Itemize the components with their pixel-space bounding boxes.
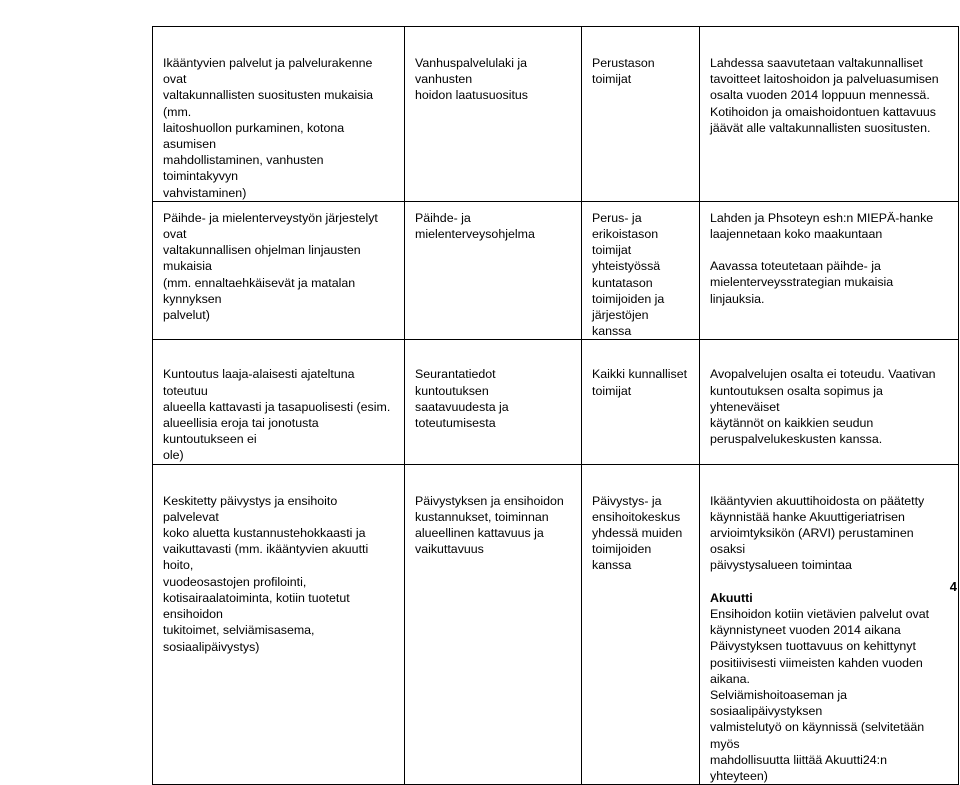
cell-text-line: mahdollistaminen, vanhusten toimintakyvyn (163, 153, 327, 184)
cell-text-line: (mm. ennaltaehkäisevät ja matalan kynnyksen (163, 275, 359, 306)
status-paragraph (710, 210, 948, 242)
cell-text-line: toimijat (592, 383, 632, 398)
cell-text-line: alueellinen kattavuus ja (415, 526, 544, 541)
cell-text-line: vahvistaminen) (163, 185, 247, 200)
cell-text-line: Ensihoidon kotiin vietävien palvelut ovat (710, 606, 930, 621)
cell-text-line: käynnistää hanke Akuuttigeriatrisen (710, 509, 905, 524)
cell-text-line: Kotihoidon ja omaishoidontuen kattavuus (710, 104, 936, 119)
status-subheading: Akuutti (710, 590, 753, 605)
indicator-cell (405, 340, 582, 464)
actor-cell (582, 201, 700, 340)
cell-text-line: Kuntoutus laaja-alaisesti ajateltuna toteutuu (163, 367, 358, 398)
cell-text-line: toimijoiden ja (592, 291, 665, 306)
page-number: 4 (949, 579, 957, 594)
cell-text-line: yhteistyössä (592, 259, 661, 274)
cell-text-line: toteutumisesta (415, 416, 496, 431)
cell-text-line: Päivystyksen ja ensihoidon (415, 493, 564, 508)
cell-text-line: kustannukset, toiminnan (415, 509, 549, 524)
status-paragraph (710, 258, 948, 307)
cell-text-line: Lahden ja Phsoteyn esh:n MIEPÄ-hanke (710, 210, 934, 225)
cell-text-line: palvelut) (163, 308, 210, 323)
cell-text-line: hoidon laatusuositus (415, 88, 528, 103)
cell-text-line: kuntoutuksen osalta sopimus ja yhteneväiset (710, 383, 887, 414)
cell-text-line: kotisairaalatoiminta, kotiin tuotetut ensihoidon (163, 590, 354, 622)
cell-text-line: järjestöjen kanssa (592, 308, 652, 339)
status-cell (700, 201, 959, 340)
cell-text-line: positiivisesti viimeisten kahden vuoden aikana. (710, 655, 927, 686)
cell-text-line: valmistelutyö on käynnissä (selvitetään myös (710, 720, 928, 751)
cell-text-line: jäävät alle valtakunnallisten suositusten. (710, 120, 931, 135)
actor-cell (582, 27, 700, 202)
indicator-cell (405, 464, 582, 784)
cell-text-line: Selviämishoitoaseman ja sosiaalipäivystyksen (710, 687, 851, 719)
cell-text-line: toimijoiden kanssa (592, 542, 655, 573)
cell-text-line: alueellisia eroja tai jonotusta kuntoutukseen ei (163, 416, 323, 447)
cell-text-line: Päivystyksen tuottavuus on kehittynyt (710, 639, 916, 654)
actor-cell (582, 340, 700, 464)
cell-text-line: vaikuttavasti (mm. ikääntyvien akuutti hoito, (163, 542, 372, 573)
evaluation-table (152, 26, 959, 785)
cell-text-line: tavoitteet laitoshoidon ja palveluasumisen (710, 72, 939, 87)
cell-text-line: laajennetaan koko maakuntaan (710, 227, 883, 242)
status-cell (700, 464, 959, 784)
cell-text-line: alueella kattavasti ja tasapuolisesti (esim. (163, 399, 391, 414)
cell-text-line: Perustason toimijat (592, 56, 659, 87)
cell-text-line: kuntatason (592, 275, 653, 290)
table-row (153, 201, 959, 340)
cell-text-line: laitoshuollon purkaminen, kotona asumisen (163, 120, 348, 152)
cell-text-line: Ikääntyvien palvelut ja palvelurakenne ovat (163, 56, 376, 87)
goal-cell (153, 27, 405, 202)
table-row (153, 464, 959, 784)
cell-text-line: Kaikki kunnalliset (592, 367, 688, 382)
cell-text-line: Avopalvelujen osalta ei toteudu. Vaativan (710, 367, 936, 382)
cell-text-line: tukitoimet, selviämisasema, sosiaalipäivystys) (163, 623, 318, 654)
cell-text-line: Vanhuspalvelulaki ja vanhusten (415, 56, 531, 87)
cell-text-line: Aavassa toteutetaan päihde- ja (710, 259, 881, 274)
cell-text-line: Ikääntyvien akuuttihoidosta on päätetty (710, 493, 925, 508)
cell-text-line: koko aluetta kustannustehokkaasti ja (163, 526, 366, 541)
goal-cell (153, 464, 405, 784)
cell-text-line: mahdollisuutta liittää Akuutti24:n yhteyteen) (710, 752, 891, 783)
indicator-cell (405, 201, 582, 340)
cell-text-line: valtakunnallisten suositusten mukaisia (mm. (163, 88, 377, 119)
cell-text-line: käynnistyneet vuoden 2014 aikana (710, 623, 901, 638)
cell-text-line: Lahdessa saavutetaan valtakunnalliset (710, 56, 923, 70)
actor-cell (582, 464, 700, 784)
cell-text-line: vuodeosastojen profilointi, (163, 574, 307, 589)
table-row (153, 340, 959, 464)
cell-text-line: Perus- ja (592, 210, 642, 225)
cell-text-line: osalta vuoden 2014 loppuun mennessä. (710, 88, 930, 103)
cell-text-line: Seurantatiedot kuntoutuksen (415, 367, 500, 398)
status-cell (700, 27, 959, 202)
cell-text-line: ole) (163, 448, 184, 463)
cell-text-line: päivystysalueen toimintaa (710, 558, 852, 573)
cell-text-line: Päivystys- ja (592, 493, 662, 508)
cell-text-line: erikoistason toimijat (592, 227, 662, 258)
status-paragraph (710, 606, 948, 784)
cell-text-line: Päihde- ja mielenterveystyön järjestelyt ovat (163, 210, 382, 242)
status-cell (700, 340, 959, 464)
cell-text-line: peruspalvelukeskusten kanssa. (710, 432, 883, 447)
cell-text-line: mielenterveysstrategian mukaisia linjauksia. (710, 275, 897, 306)
cell-text-line: arvioimtyksikön (ARVI) perustaminen osaksi (710, 526, 918, 557)
goal-cell (153, 201, 405, 340)
cell-text-line: valtakunnallisen ohjelman linjausten mukaisia (163, 243, 365, 274)
cell-text-line: ensihoitokeskus (592, 509, 681, 524)
indicator-cell (405, 27, 582, 202)
cell-text-line: yhdessä muiden (592, 526, 683, 541)
cell-text-line: saatavuudesta ja (415, 399, 509, 414)
cell-text-line: Päihde- ja (415, 210, 471, 225)
goal-cell (153, 340, 405, 464)
cell-text-line: mielenterveysohjelma (415, 227, 535, 242)
cell-text-line: käytännöt on kaikkien seudun (710, 416, 874, 431)
status-paragraph (710, 493, 948, 574)
cell-text-line: Keskitetty päivystys ja ensihoito palvelevat (163, 493, 341, 524)
cell-text-line: vaikuttavuus (415, 542, 484, 557)
table-row (153, 27, 959, 202)
